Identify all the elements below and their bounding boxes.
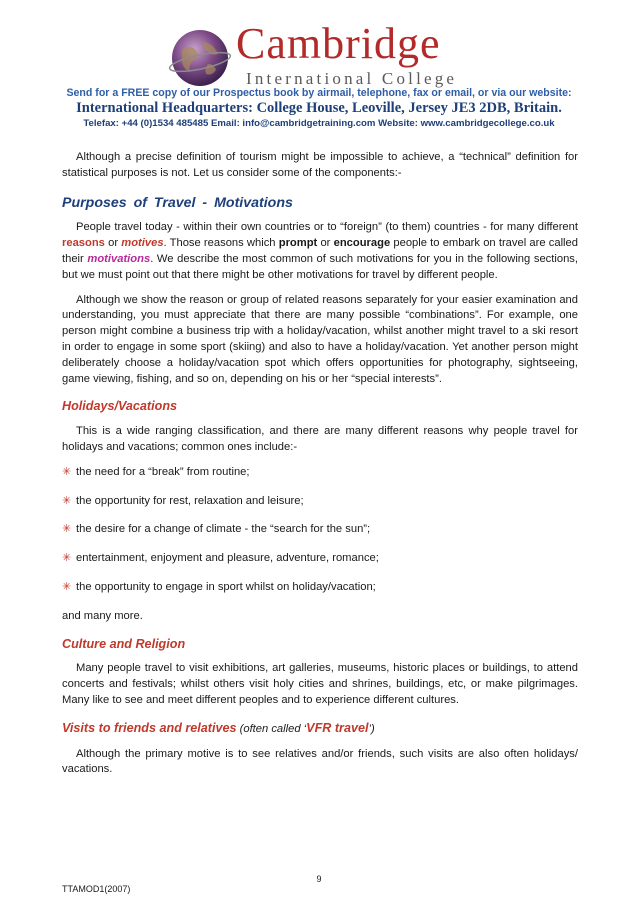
keyword-motivations: motivations: [87, 252, 151, 265]
list-item: ✳ entertainment, enjoyment and pleasure, adventure, romance;: [62, 551, 578, 567]
intro-paragraph: Although a precise definition of tourism might be impossible to achieve, a “technical” definition for statistical purposes is not. Let us consider some of the components:-: [62, 151, 578, 179]
keyword-encourage: encourage: [333, 237, 391, 250]
holidays-intro: This is a wide ranging classification, and there are many different reasons why people travel for holidays and vacations; common ones include:-: [62, 425, 578, 453]
bullet-star-icon: ✳: [62, 523, 72, 536]
prospectus-offer: Send for a FREE copy of our Prospectus book by airmail, telephone, fax or email, or via our website:: [66, 87, 572, 99]
bullet-star-icon: ✳: [62, 552, 72, 565]
logo-subtitle: International College: [246, 69, 458, 88]
holidays-heading: Holidays/Vacations: [62, 399, 178, 414]
logo-wordmark: Cambridge: [236, 19, 441, 68]
motivations-paragraph: People travel today - within their own countries or to “foreign” (to them) countries - for many different reasons or motives. Those reasons which prompt or encourage people to embark on travel are called their motivations. We describe the most common of such motivations for you in the following sections, but we must point out that there might be other motivations for travel by different people.: [62, 221, 579, 281]
bullet-star-icon: ✳: [62, 494, 72, 507]
footer-code: TTAMOD1(2007): [62, 884, 131, 894]
main-heading: Purposes of Travel - Motivations: [62, 194, 293, 211]
page-number: 9: [316, 874, 322, 884]
keyword-prompt: prompt: [278, 237, 318, 250]
keyword-motives: motives: [121, 237, 164, 250]
list-item: ✳ the opportunity to engage in sport whilst on holiday/vacation;: [62, 580, 578, 596]
contact-details: Telefax: +44 (0)1534 485485 Email: info@cambridgetraining.com Website: www.cambridgecollege.co.uk: [83, 118, 555, 129]
headquarters-address: International Headquarters: College House, Leoville, Jersey JE3 2DB, Britain.: [76, 100, 562, 116]
culture-heading: Culture and Religion: [62, 636, 186, 651]
bullet-star-icon: ✳: [62, 580, 72, 593]
vfr-paragraph: Although the primary motive is to see relatives and/or friends, such visits are also often holidays/ vacations.: [62, 747, 578, 776]
page-body: [62, 150, 578, 787]
list-item: ✳ the need for a “break” from routine;: [62, 465, 578, 481]
list-item: ✳ the opportunity for rest, relaxation and leisure;: [62, 494, 578, 510]
culture-paragraph: Many people travel to visit exhibitions, art galleries, museums, historic places or buildings, to attend concerts and festivals; whilst others visit holy cities and shrines, buildings, etc, or make pilgrimages. Many like to see and meet different peoples and to experience different cultures.: [62, 662, 578, 706]
combinations-paragraph: Although we show the reason or group of related reasons separately for your easier examination and understanding, you must appreciate that there are many possible “combinations”. For example, one person might combine a business trip with a holiday/vacation, whilst another might travel to a ski resort in order to engage in some sport (skiing) and also to have a holiday/vacation. Yet another person might deliberately choose a holiday/vacation spot which offers opportunities for photography, sightseeing, game viewing, fishing, and so on, depending on his or her “special interests”.: [62, 293, 578, 385]
vfr-heading: Visits to friends and relatives (often called ‘VFR travel’): [62, 720, 375, 735]
holidays-outro: and many more.: [62, 609, 143, 622]
holidays-list: [62, 465, 578, 596]
college-logo: [0, 18, 638, 88]
globe-icon: [168, 26, 232, 90]
keyword-reasons: reasons: [62, 237, 105, 250]
list-item: ✳ the desire for a change of climate - the “search for the sun”;: [62, 522, 578, 538]
bullet-star-icon: ✳: [62, 465, 72, 478]
